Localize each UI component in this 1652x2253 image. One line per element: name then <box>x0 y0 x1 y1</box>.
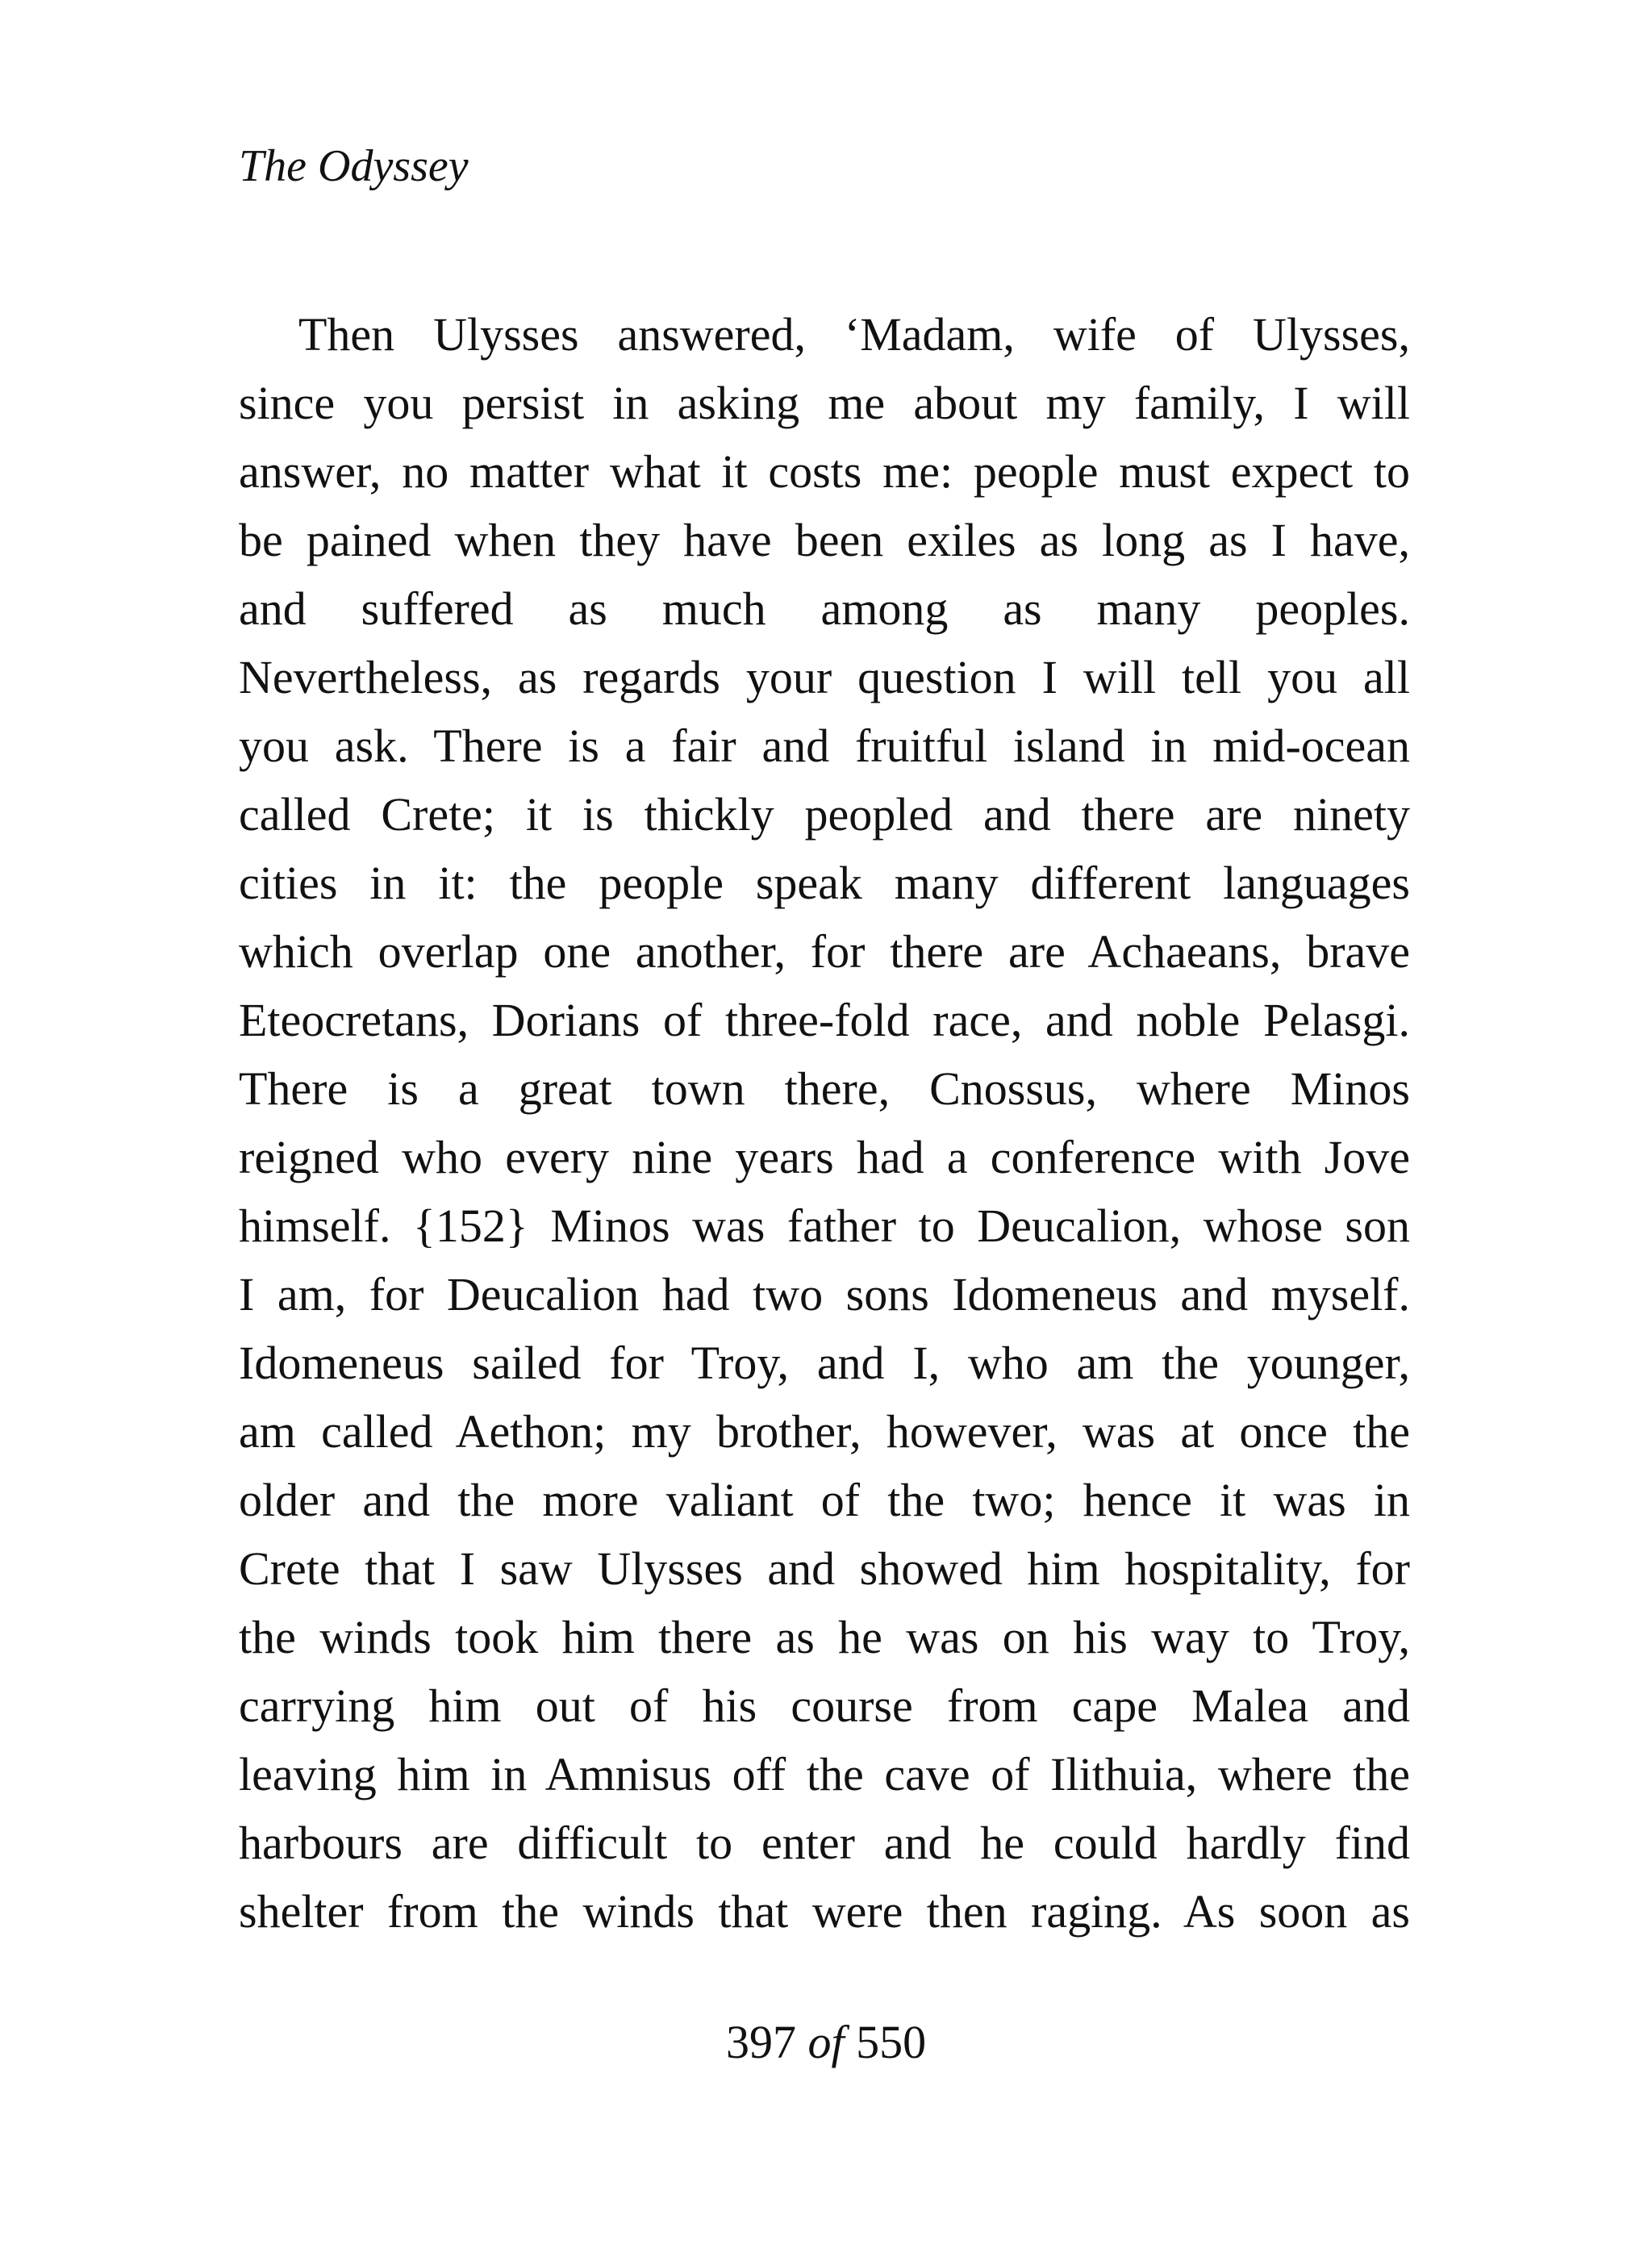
text-line: since you persist in asking me about my family, I will <box>239 377 1410 429</box>
text-line: cities in it: the people speak many different languages <box>239 857 1410 909</box>
text-line: Crete that I saw Ulysses and showed him hospitality, for <box>239 1542 1410 1595</box>
text-line: shelter from the winds that were then raging. As soon as <box>239 1885 1410 1938</box>
text-line: leaving him in Amnisus off the cave of Ilithuia, where the <box>239 1748 1410 1800</box>
body-text <box>239 300 1410 1946</box>
text-line: and suffered as much among as many peoples. <box>239 582 1410 635</box>
page-current: 397 <box>725 2016 796 2068</box>
text-line: older and the more valiant of the two; hence it was in <box>239 1474 1410 1526</box>
text-line: Nevertheless, as regards your question I will tell you all <box>239 651 1410 703</box>
text-line: am called Aethon; my brother, however, was at once the <box>239 1405 1410 1458</box>
text-line: himself. {152} Minos was father to Deucalion, whose son <box>239 1200 1410 1252</box>
text-line: you ask. There is a fair and fruitful island in mid-ocean <box>239 720 1410 772</box>
page-number <box>0 2016 1652 2068</box>
text-line: be pained when they have been exiles as long as I have, <box>239 514 1410 566</box>
page-of: of <box>807 2016 845 2068</box>
text-line: reigned who every nine years had a conference with Jove <box>239 1131 1410 1183</box>
text-line: harbours are difficult to enter and he could hardly find <box>239 1817 1410 1869</box>
page-total: 550 <box>856 2016 927 2068</box>
text-line: I am, for Deucalion had two sons Idomeneus and myself. <box>239 1268 1410 1321</box>
text-line: answer, no matter what it costs me: people must expect to <box>239 445 1410 498</box>
text-line: Idomeneus sailed for Troy, and I, who am the younger, <box>239 1337 1410 1389</box>
running-title: The Odyssey <box>239 141 469 191</box>
text-line: which overlap one another, for there are Achaeans, brave <box>239 925 1410 978</box>
text-line: There is a great town there, Cnossus, where Minos <box>239 1062 1410 1115</box>
text-line: Eteocretans, Dorians of three-fold race, and noble Pelasgi. <box>239 994 1410 1046</box>
text-line: Then Ulysses answered, ‘Madam, wife of Ulysses, <box>298 308 1410 361</box>
text-line: carrying him out of his course from cape Malea and <box>239 1679 1410 1732</box>
text-line: the winds took him there as he was on his way to Troy, <box>239 1611 1410 1663</box>
text-line: called Crete; it is thickly peopled and there are ninety <box>239 788 1410 841</box>
